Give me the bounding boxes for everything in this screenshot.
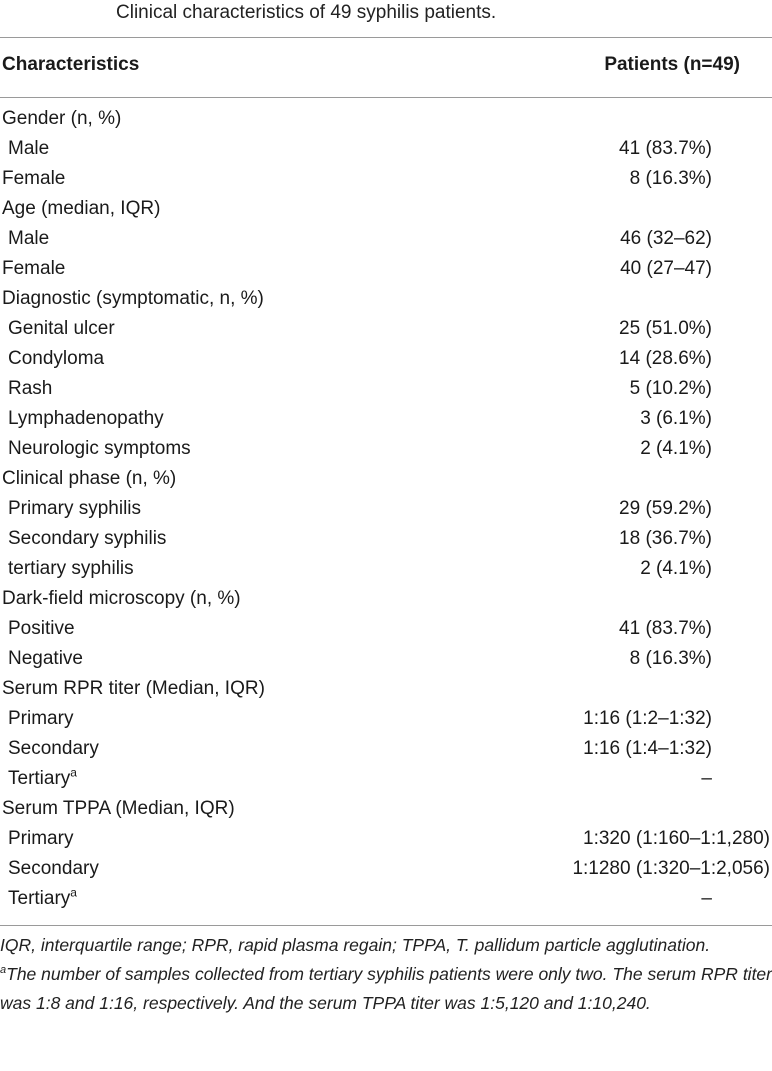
row-label [8, 434, 191, 464]
table-row [0, 314, 772, 344]
table-header [0, 50, 772, 80]
row-label-text: Secondary [8, 858, 99, 879]
row-label-text: Secondary [8, 738, 99, 759]
table-row [0, 794, 772, 824]
row-label [8, 644, 83, 674]
row-value: 3 (6.1%) [640, 408, 712, 429]
row-value: 8 (16.3%) [629, 648, 712, 669]
row-label [8, 854, 99, 884]
row-label-text: Lymphadenopathy [8, 408, 164, 429]
row-label [8, 134, 49, 164]
table-row [0, 554, 772, 584]
row-label [2, 104, 121, 134]
table-row [0, 284, 772, 314]
row-label [8, 524, 166, 554]
row-label [8, 704, 73, 734]
row-value: 2 (4.1%) [640, 558, 712, 579]
table-row [0, 434, 772, 464]
row-label-text: Primary syphilis [8, 498, 142, 519]
row-value: 46 (32–62) [620, 228, 712, 249]
row-label [8, 614, 75, 644]
row-label-text: Neurologic symptoms [8, 438, 191, 459]
row-label-text: Male [8, 228, 50, 249]
table-row [0, 824, 772, 854]
row-value: 1:16 (1:2–1:32) [583, 708, 712, 729]
table-row [0, 524, 772, 554]
row-label [8, 374, 52, 404]
table-row [0, 224, 772, 254]
table-footnotes [0, 931, 772, 1018]
row-label [8, 764, 77, 794]
row-label-text: tertiary syphilis [8, 558, 134, 579]
header-characteristics: Characteristics [2, 54, 140, 75]
table-row [0, 854, 772, 884]
row-label-text: Condyloma [8, 348, 105, 369]
row-label-text: Diagnostic (symptomatic, n, %) [2, 288, 264, 309]
table-row [0, 884, 772, 914]
row-value: 1:16 (1:4–1:32) [583, 738, 712, 759]
row-label-text: Clinical phase (n, %) [2, 468, 177, 489]
header-patients: Patients (n=49) [604, 54, 740, 75]
header-rule [0, 97, 772, 98]
row-label [2, 254, 65, 284]
table-row [0, 704, 772, 734]
row-label-text: Secondary syphilis [8, 528, 167, 549]
row-label-superscript: a [70, 765, 77, 780]
table-row [0, 614, 772, 644]
table-row [0, 344, 772, 374]
bottom-rule [0, 925, 772, 926]
row-value: 1:320 (1:160–1:1,280) [583, 828, 770, 849]
table-row [0, 374, 772, 404]
row-label [8, 734, 99, 764]
row-value: 8 (16.3%) [629, 168, 712, 189]
table-body [0, 104, 772, 914]
table-caption: Clinical characteristics of 49 syphilis patients. [116, 2, 497, 23]
row-label-text: Age (median, IQR) [2, 198, 161, 219]
row-label-text: Gender (n, %) [2, 108, 122, 129]
table-row [0, 644, 772, 674]
footnote-a [0, 960, 772, 1018]
row-label [8, 824, 73, 854]
row-label [8, 404, 164, 434]
table-row [0, 734, 772, 764]
row-label [2, 194, 160, 224]
table-row [0, 254, 772, 284]
row-label-text: Serum TPPA (Median, IQR) [2, 798, 235, 819]
row-label-text: Primary [8, 708, 74, 729]
table-row [0, 104, 772, 134]
row-label [8, 314, 115, 344]
row-label-text: Serum RPR titer (Median, IQR) [2, 678, 265, 699]
row-label-text: Tertiary [8, 768, 71, 789]
row-value: – [701, 888, 712, 909]
footnote-a-marker: a [0, 964, 7, 977]
row-label-text: Primary [8, 828, 74, 849]
row-label [8, 224, 49, 254]
row-label [8, 344, 104, 374]
top-rule [0, 37, 772, 38]
row-value: 5 (10.2%) [629, 378, 712, 399]
row-value: 29 (59.2%) [619, 498, 712, 519]
row-value: 41 (83.7%) [619, 138, 712, 159]
row-label-superscript: a [70, 885, 77, 900]
table-row [0, 134, 772, 164]
row-label [8, 884, 77, 914]
row-value: – [701, 768, 712, 789]
table-row [0, 164, 772, 194]
row-label-text: Dark-field microscopy (n, %) [2, 588, 241, 609]
row-label [2, 164, 65, 194]
row-value: 41 (83.7%) [619, 618, 712, 639]
row-label-text: Positive [8, 618, 75, 639]
table-row [0, 404, 772, 434]
row-label-text: Tertiary [8, 888, 71, 909]
row-value: 18 (36.7%) [619, 528, 712, 549]
row-value: 14 (28.6%) [619, 348, 712, 369]
table-row [0, 494, 772, 524]
row-label-text: Male [8, 138, 50, 159]
row-label [2, 794, 235, 824]
row-label-text: Female [2, 168, 66, 189]
footnote-abbreviations: IQR, interquartile range; RPR, rapid plasma regain; TPPA, T. pallidum particle agglutination. [0, 935, 711, 955]
footnote-a-text: The number of samples collected from tertiary syphilis patients were only two. The serum RPR titer was 1:8 and 1:16, respectively. And the serum TPPA titer was 1:5,120 and 1:10,240. [0, 964, 772, 1013]
row-label [2, 674, 265, 704]
row-label [2, 584, 241, 614]
row-value: 40 (27–47) [620, 258, 712, 279]
table-row [0, 464, 772, 494]
table-row [0, 674, 772, 704]
row-label-text: Female [2, 258, 66, 279]
table-row [0, 764, 772, 794]
table-row [0, 194, 772, 224]
row-value: 25 (51.0%) [619, 318, 712, 339]
row-label-text: Negative [8, 648, 83, 669]
table-row [0, 584, 772, 614]
row-label [8, 494, 141, 524]
row-label [2, 284, 264, 314]
row-value: 2 (4.1%) [640, 438, 712, 459]
row-value: 1:1280 (1:320–1:2,056) [572, 858, 770, 879]
row-label-text: Genital ulcer [8, 318, 115, 339]
row-label [2, 464, 176, 494]
row-label [8, 554, 134, 584]
row-label-text: Rash [8, 378, 53, 399]
